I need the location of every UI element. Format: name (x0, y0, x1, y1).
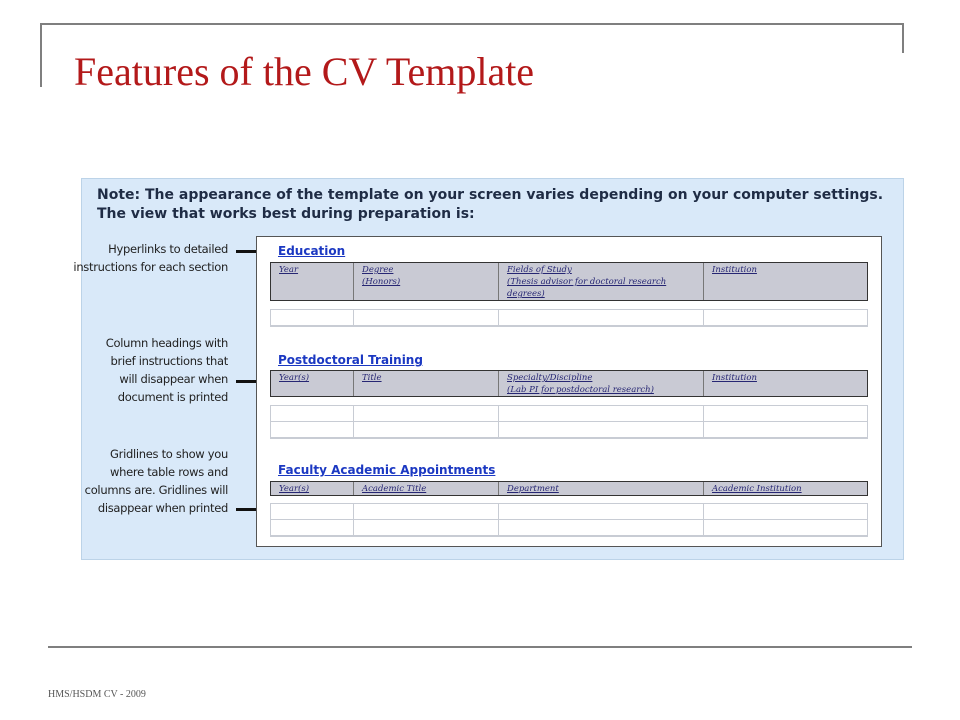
header-line: Fields of Study (507, 265, 572, 275)
table-row (271, 422, 867, 438)
column-header-institution (703, 263, 867, 300)
footer-rule (48, 646, 912, 648)
column-header-years (271, 482, 353, 495)
header-line: Academic Institution (712, 484, 802, 494)
header-line: Academic Title (362, 484, 427, 494)
annotation-hyperlinks (73, 240, 228, 276)
top-rule (40, 23, 904, 25)
annotation-line: Column headings with (105, 336, 228, 350)
note-line-2: The view that works best during preparation is: (97, 206, 475, 222)
column-header-academic-title (353, 482, 498, 495)
annotation-line: will disappear when (119, 372, 228, 386)
right-rule-tick (902, 23, 904, 53)
header-line: (Honors) (362, 277, 401, 287)
annotation-gridlines (85, 445, 228, 517)
table-row (271, 504, 867, 520)
annotation-line: instructions for each section (73, 260, 228, 274)
slide-title: Features of the CV Template (74, 49, 535, 94)
header-line: Year(s) (279, 484, 310, 494)
column-header-degree (353, 263, 498, 300)
column-header-year (271, 263, 353, 300)
annotation-line: document is printed (117, 390, 228, 404)
annotation-line: brief instructions that (110, 354, 228, 368)
note-text (97, 186, 887, 224)
note-line-1: Note: The appearance of the template on your screen varies depending on your computer settings. (97, 187, 884, 203)
header-line: Specialty/Discipline (507, 373, 593, 383)
header-line: degrees) (507, 289, 545, 299)
column-header-row (270, 481, 868, 496)
header-line: Department (507, 484, 559, 494)
gridline-table (270, 405, 868, 439)
column-header-department (498, 482, 703, 495)
table-row (271, 520, 867, 536)
annotation-line: Hyperlinks to detailed (108, 242, 228, 256)
column-header-institution (703, 371, 867, 396)
section-link-postdoctoral-training[interactable]: Postdoctoral Training (278, 353, 423, 367)
annotation-column-headings (106, 334, 228, 406)
section-link-faculty-appointments[interactable]: Faculty Academic Appointments (278, 463, 496, 477)
annotation-line: disappear when printed (97, 501, 228, 515)
column-header-row (270, 262, 868, 301)
column-header-row (270, 370, 868, 397)
annotation-line: where table rows and (110, 465, 228, 479)
column-header-specialty (498, 371, 703, 396)
header-line: Year(s) (279, 373, 310, 383)
column-header-title (353, 371, 498, 396)
header-line: Title (362, 373, 382, 383)
header-line: (Lab PI for postdoctoral research) (507, 385, 654, 395)
column-header-academic-institution (703, 482, 867, 495)
section-link-education[interactable]: Education (278, 244, 346, 258)
header-line: Degree (362, 265, 394, 275)
column-header-years (271, 371, 353, 396)
annotation-line: columns are. Gridlines will (84, 483, 228, 497)
header-line: Year (279, 265, 299, 275)
header-line: (Thesis advisor for doctoral research (507, 277, 667, 287)
gridline-table (270, 309, 868, 327)
table-row (271, 310, 867, 326)
gridline-table (270, 503, 868, 537)
footer-text: HMS/HSDM CV - 2009 (48, 689, 146, 700)
left-rule (40, 23, 42, 87)
header-line: Institution (712, 265, 757, 275)
header-line: Institution (712, 373, 757, 383)
column-header-fields-of-study (498, 263, 703, 300)
annotation-line: Gridlines to show you (110, 447, 228, 461)
table-row (271, 406, 867, 422)
